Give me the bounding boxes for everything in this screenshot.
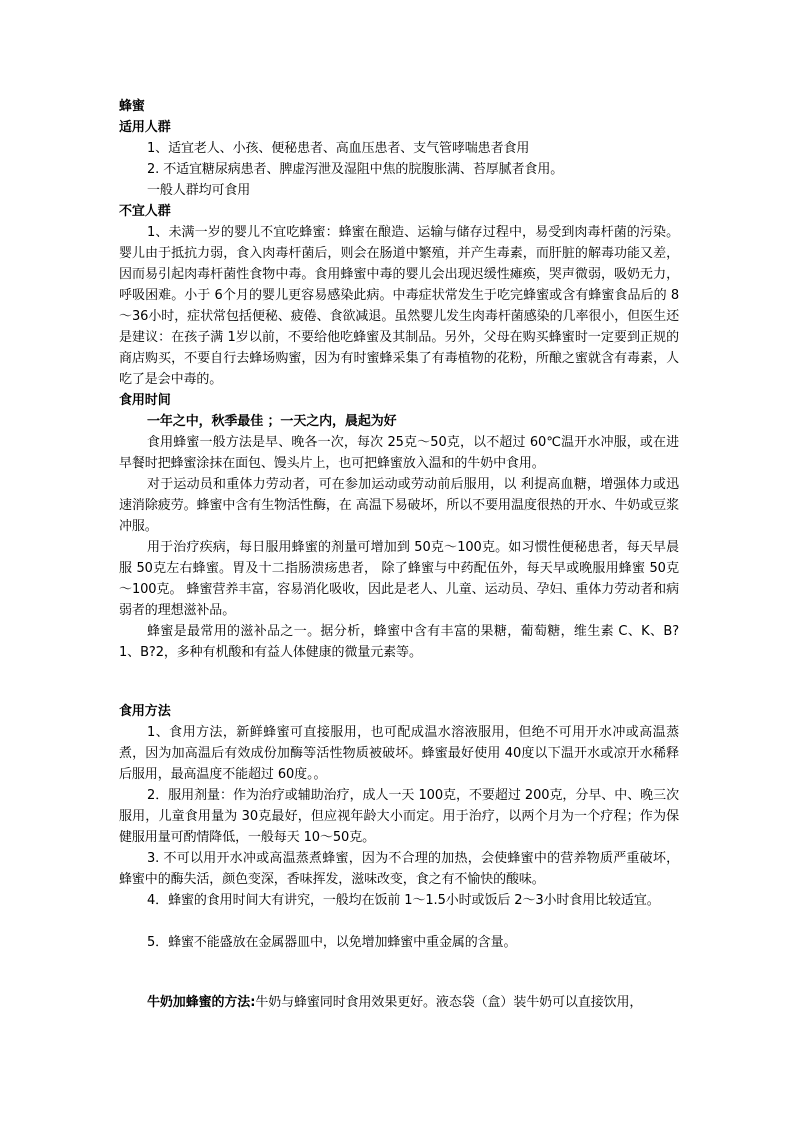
unsuitable-paragraph: 1、未满一岁的婴儿不宜吃蜂蜜：蜂蜜在酿造、运输与储存过程中，易受到肉毒杆菌的污染。婴儿由于抵抗力弱，食入肉毒杆菌后，则会在肠道中繁殖，并产生毒素，而肝脏的解毒功能又差，因而易引起肉毒杆菌性食物中毒。食用蜂蜜中毒的婴儿会出现迟缓性瘫痪，哭声微弱，吸奶无力，呼吸困难。小于 6个月的婴儿更容易感染此病。中毒症状常发生于吃完蜂蜜或含有蜂蜜食品后的 8～36小时，症状常包括便秘、疲倦、食欲减退。虽然婴儿发生肉毒杆菌感染的几率很小，但医生还是建议：在孩子满 1岁以前，不要给他吃蜂蜜及其制品。另外，父母在购买蜂蜜时一定要到正规的商店购买，不要自行去蜂场购蜜，因为有时蜜蜂采集了有毒植物的花粉，所酿之蜜就含有毒素，人吃了是会中毒的。 <box>119 225 679 387</box>
section-heading-unsuitable: 不宜人群 <box>119 204 171 219</box>
method-paragraph-3: 3. 不可以用开水冲或高温蒸煮蜂蜜，因为不合理的加热，会使蜂蜜中的营养物质严重破坏，蜂蜜中的酶失活，颜色变深，香味挥发，滋味改变，食之有不愉快的酸味。 <box>119 851 679 887</box>
milk-honey-label: 牛奶加蜂蜜的方法: <box>147 995 256 1010</box>
method-paragraph-5: 5．蜂蜜不能盛放在金属器皿中，以免增加蜂蜜中重金属的含量。 <box>147 935 517 950</box>
milk-honey-paragraph <box>119 992 679 1013</box>
doc-title: 蜂蜜 <box>119 99 145 114</box>
time-paragraph-1: 食用蜂蜜一般方法是早、晚各一次，每次 25克～50克，以不超过 60℃温开水冲服，或在进早餐时把蜂蜜涂抹在面包、馒头片上，也可把蜂蜜放入温和的牛奶中食用。 <box>119 435 679 471</box>
section-heading-time: 食用时间 <box>119 393 171 408</box>
suitable-item-3: 一般人群均可食用 <box>147 183 251 198</box>
method-paragraph-2: 2．服用剂量：作为治疗或辅助治疗，成人一天 100克，不要超过 200克，分早、中、晚三次服用，儿童食用量为 30克最好，但应视年龄大小而定。用于治疗，以两个月为一个疗程；作为保健服用量可酌情降低，一般每天 10～50克。 <box>119 788 679 845</box>
time-paragraph-2: 对于运动员和重体力劳动者，可在参加运动或劳动前后服用，以 利提高血糖，增强体力或迅速消除疲劳。蜂蜜中含有生物活性酶，在 高温下易破坏，所以不要用温度很热的开水、牛奶或豆浆冲服。 <box>119 477 679 534</box>
section-heading-method: 食用方法 <box>119 704 171 719</box>
time-paragraph-3: 用于治疗疾病，每日服用蜂蜜的剂量可增加到 50克～100克。如习惯性便秘患者，每天早晨服 50克左右蜂蜜。胃及十二指肠溃疡患者， 除了蜂蜜与中药配伍外，每天早或晚服用蜂蜜 50克～100克。 蜂蜜营养丰富，容易消化吸收，因此是老人、儿童、运动员、孕妇、重体力劳动者和病弱者的理想滋补品。 <box>119 540 679 618</box>
section-heading-suitable: 适用人群 <box>119 120 171 135</box>
time-subheading: 一年之中，秋季最佳 ；一天之内，晨起为好 <box>147 414 397 429</box>
method-paragraph-1: 1、食用方法，新鲜蜂蜜可直接服用，也可配成温水溶液服用，但绝不可用开水冲或高温蒸煮，因为加高温后有效成份加酶等活性物质被破坏。蜂蜜最好使用 40度以下温开水或凉开水稀释后服用，最高温度不能超过 60度。。 <box>119 725 679 782</box>
method-paragraph-4: 4．蜂蜜的食用时间大有讲究，一般均在饭前 1～1.5小时或饭后 2～3小时食用比较适宜。 <box>147 893 660 908</box>
suitable-item-1: 1、适宜老人、小孩、便秘患者、高血压患者、支气管哮喘患者食用 <box>147 141 530 156</box>
suitable-item-2: 2. 不适宜糖尿病患者、脾虚泻泄及湿阻中焦的脘腹胀满、苔厚腻者食用。 <box>147 162 564 177</box>
milk-honey-text: 牛奶与蜂蜜同时食用效果更好。液态袋（盒）装牛奶可以直接饮用， <box>255 995 643 1010</box>
time-paragraph-4: 蜂蜜是最常用的滋补品之一。据分析，蜂蜜中含有丰富的果糖，葡萄糖，维生素 C、K、B?1、B?2，多种有机酸和有益人体健康的微量元素等。 <box>119 624 679 660</box>
